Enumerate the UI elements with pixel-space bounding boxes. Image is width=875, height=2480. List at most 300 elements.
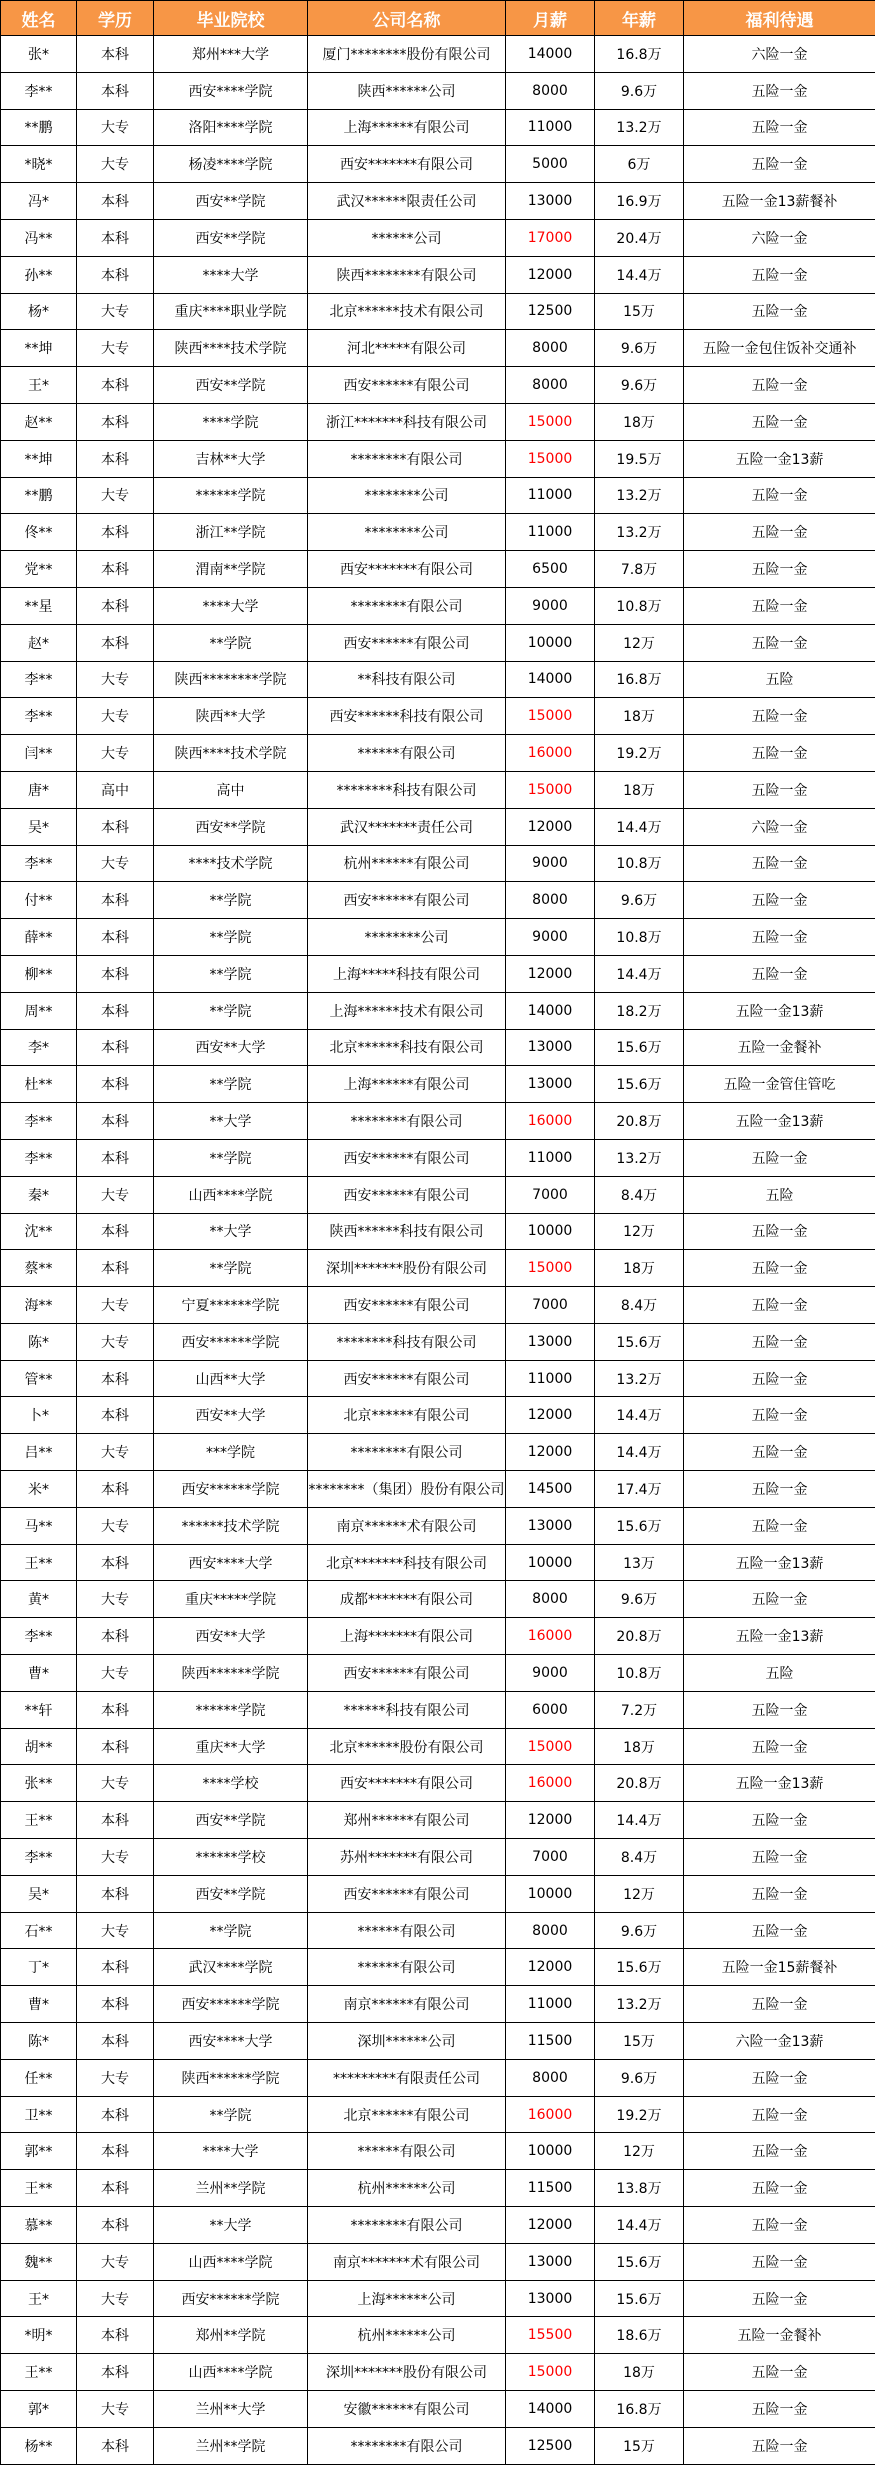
name-cell: 黄* xyxy=(1,1581,77,1618)
annual-salary-cell: 15万 xyxy=(595,2427,684,2464)
table-row xyxy=(1,919,875,956)
annual-salary-cell: 10.8万 xyxy=(595,587,684,624)
name-cell: 李** xyxy=(1,1839,77,1876)
school-cell: 山西****学院 xyxy=(154,2243,308,2280)
table-row xyxy=(1,2391,875,2428)
benefits-cell: 五险一金 xyxy=(684,72,875,109)
school-cell: 宁夏******学院 xyxy=(154,1287,308,1324)
name-cell: 李** xyxy=(1,1139,77,1176)
company-cell: 北京*******科技有限公司 xyxy=(308,1544,506,1581)
benefits-cell: 五险一金13薪 xyxy=(684,1618,875,1655)
annual-salary-cell: 7.8万 xyxy=(595,551,684,588)
monthly-salary-cell: 8000 xyxy=(506,882,595,919)
education-cell: 大专 xyxy=(77,845,154,882)
name-cell: **星 xyxy=(1,587,77,624)
table-row xyxy=(1,882,875,919)
benefits-cell: 五险一金 xyxy=(684,109,875,146)
benefits-cell: 五险一金 xyxy=(684,367,875,404)
table-row xyxy=(1,1287,875,1324)
annual-salary-cell: 19.2万 xyxy=(595,2096,684,2133)
name-cell: 石** xyxy=(1,1912,77,1949)
annual-salary-cell: 13.2万 xyxy=(595,477,684,514)
school-cell: 西安**学院 xyxy=(154,1875,308,1912)
company-cell: 西安*******有限公司 xyxy=(308,1765,506,1802)
table-row xyxy=(1,256,875,293)
annual-salary-cell: 8.4万 xyxy=(595,1287,684,1324)
company-cell: ********公司 xyxy=(308,477,506,514)
benefits-cell: 五险一金13薪 xyxy=(684,1765,875,1802)
company-cell: 西安******有限公司 xyxy=(308,1655,506,1692)
benefits-cell: 五险一金 xyxy=(684,2354,875,2391)
benefits-cell: 五险一金 xyxy=(684,1507,875,1544)
education-cell: 本科 xyxy=(77,514,154,551)
school-cell: 西安******学院 xyxy=(154,1471,308,1508)
table-row xyxy=(1,1839,875,1876)
table-row xyxy=(1,1765,875,1802)
name-cell: 杨** xyxy=(1,2427,77,2464)
benefits-cell: 五险 xyxy=(684,1176,875,1213)
company-cell: 西安******有限公司 xyxy=(308,1360,506,1397)
school-cell: 重庆****职业学院 xyxy=(154,293,308,330)
name-cell: **坤 xyxy=(1,440,77,477)
monthly-salary-cell: 16000 xyxy=(506,1618,595,1655)
benefits-cell: 五险一金 xyxy=(684,735,875,772)
table-row xyxy=(1,2243,875,2280)
monthly-salary-cell: 15000 xyxy=(506,1250,595,1287)
name-cell: 吕** xyxy=(1,1434,77,1471)
name-cell: **坤 xyxy=(1,330,77,367)
company-cell: 武汉******限责任公司 xyxy=(308,183,506,220)
education-cell: 本科 xyxy=(77,2317,154,2354)
table-row xyxy=(1,1802,875,1839)
name-cell: 李** xyxy=(1,845,77,882)
benefits-cell: 五险一金 xyxy=(684,2133,875,2170)
table-row xyxy=(1,2207,875,2244)
benefits-cell: 五险一金 xyxy=(684,514,875,551)
benefits-cell: 五险一金 xyxy=(684,2170,875,2207)
school-cell: 陕西******学院 xyxy=(154,2059,308,2096)
company-cell: 北京******科技有限公司 xyxy=(308,1029,506,1066)
annual-salary-cell: 16.9万 xyxy=(595,183,684,220)
benefits-cell: 五险一金餐补 xyxy=(684,2317,875,2354)
company-cell: ******有限公司 xyxy=(308,735,506,772)
header-monthly-salary: 月薪 xyxy=(506,1,595,36)
annual-salary-cell: 18.2万 xyxy=(595,992,684,1029)
monthly-salary-cell: 15000 xyxy=(506,2354,595,2391)
table-row xyxy=(1,1471,875,1508)
school-cell: **学院 xyxy=(154,1250,308,1287)
monthly-salary-cell: 7000 xyxy=(506,1287,595,1324)
school-cell: 重庆**大学 xyxy=(154,1728,308,1765)
name-cell: 党** xyxy=(1,551,77,588)
education-cell: 本科 xyxy=(77,2354,154,2391)
benefits-cell: 六险一金13薪 xyxy=(684,2023,875,2060)
education-cell: 本科 xyxy=(77,1103,154,1140)
monthly-salary-cell: 16000 xyxy=(506,735,595,772)
table-row xyxy=(1,1176,875,1213)
annual-salary-cell: 9.6万 xyxy=(595,72,684,109)
annual-salary-cell: 9.6万 xyxy=(595,882,684,919)
company-cell: 上海******有限公司 xyxy=(308,109,506,146)
monthly-salary-cell: 7000 xyxy=(506,1176,595,1213)
annual-salary-cell: 14.4万 xyxy=(595,955,684,992)
table-row xyxy=(1,2023,875,2060)
school-cell: 武汉****学院 xyxy=(154,1949,308,1986)
table-row xyxy=(1,698,875,735)
table-row xyxy=(1,955,875,992)
table-row xyxy=(1,477,875,514)
monthly-salary-cell: 12500 xyxy=(506,2427,595,2464)
benefits-cell: 五险一金 xyxy=(684,1875,875,1912)
table-row xyxy=(1,2280,875,2317)
education-cell: 本科 xyxy=(77,551,154,588)
monthly-salary-cell: 14000 xyxy=(506,992,595,1029)
school-cell: **学院 xyxy=(154,882,308,919)
education-cell: 本科 xyxy=(77,624,154,661)
header-education: 学历 xyxy=(77,1,154,36)
company-cell: 陕西******科技有限公司 xyxy=(308,1213,506,1250)
annual-salary-cell: 18万 xyxy=(595,771,684,808)
annual-salary-cell: 15.6万 xyxy=(595,2280,684,2317)
monthly-salary-cell: 10000 xyxy=(506,1875,595,1912)
annual-salary-cell: 16.8万 xyxy=(595,36,684,73)
school-cell: 西安****大学 xyxy=(154,2023,308,2060)
monthly-salary-cell: 8000 xyxy=(506,367,595,404)
name-cell: 李** xyxy=(1,698,77,735)
benefits-cell: 五险一金包住饭补交通补 xyxy=(684,330,875,367)
education-cell: 大专 xyxy=(77,1655,154,1692)
company-cell: ********有限公司 xyxy=(308,1434,506,1471)
school-cell: **学院 xyxy=(154,955,308,992)
education-cell: 本科 xyxy=(77,1875,154,1912)
annual-salary-cell: 15.6万 xyxy=(595,2243,684,2280)
name-cell: 杨* xyxy=(1,293,77,330)
education-cell: 大专 xyxy=(77,1176,154,1213)
name-cell: 曹* xyxy=(1,1986,77,2023)
name-cell: 秦* xyxy=(1,1176,77,1213)
education-cell: 大专 xyxy=(77,1287,154,1324)
annual-salary-cell: 12万 xyxy=(595,624,684,661)
education-cell: 高中 xyxy=(77,771,154,808)
education-cell: 本科 xyxy=(77,1029,154,1066)
annual-salary-cell: 18万 xyxy=(595,403,684,440)
name-cell: 吴* xyxy=(1,1875,77,1912)
company-cell: ********有限公司 xyxy=(308,587,506,624)
education-cell: 本科 xyxy=(77,955,154,992)
annual-salary-cell: 12万 xyxy=(595,2133,684,2170)
benefits-cell: 五险一金餐补 xyxy=(684,1029,875,1066)
annual-salary-cell: 15.6万 xyxy=(595,1029,684,1066)
school-cell: 西安****学院 xyxy=(154,72,308,109)
monthly-salary-cell: 8000 xyxy=(506,72,595,109)
school-cell: 陕西****技术学院 xyxy=(154,735,308,772)
table-row xyxy=(1,735,875,772)
monthly-salary-cell: 6500 xyxy=(506,551,595,588)
table-row xyxy=(1,1029,875,1066)
annual-salary-cell: 20.8万 xyxy=(595,1765,684,1802)
table-row xyxy=(1,514,875,551)
benefits-cell: 六险一金 xyxy=(684,219,875,256)
monthly-salary-cell: 10000 xyxy=(506,1544,595,1581)
school-cell: 重庆*****学院 xyxy=(154,1581,308,1618)
company-cell: ********有限公司 xyxy=(308,2207,506,2244)
education-cell: 本科 xyxy=(77,1066,154,1103)
name-cell: 丁* xyxy=(1,1949,77,1986)
monthly-salary-cell: 10000 xyxy=(506,624,595,661)
table-row xyxy=(1,183,875,220)
name-cell: 佟** xyxy=(1,514,77,551)
education-cell: 大专 xyxy=(77,1507,154,1544)
monthly-salary-cell: 8000 xyxy=(506,1912,595,1949)
monthly-salary-cell: 8000 xyxy=(506,2059,595,2096)
education-cell: 本科 xyxy=(77,2133,154,2170)
benefits-cell: 五险一金 xyxy=(684,882,875,919)
annual-salary-cell: 9.6万 xyxy=(595,2059,684,2096)
school-cell: 西安**大学 xyxy=(154,1618,308,1655)
education-cell: 本科 xyxy=(77,1691,154,1728)
annual-salary-cell: 19.2万 xyxy=(595,735,684,772)
annual-salary-cell: 18.6万 xyxy=(595,2317,684,2354)
table-row xyxy=(1,1507,875,1544)
table-row xyxy=(1,1066,875,1103)
benefits-cell: 五险一金13薪 xyxy=(684,1544,875,1581)
company-cell: 浙江*******科技有限公司 xyxy=(308,403,506,440)
school-cell: 西安**大学 xyxy=(154,1029,308,1066)
education-cell: 大专 xyxy=(77,1839,154,1876)
name-cell: 柳** xyxy=(1,955,77,992)
education-cell: 大专 xyxy=(77,698,154,735)
company-cell: 北京******有限公司 xyxy=(308,1397,506,1434)
education-cell: 本科 xyxy=(77,403,154,440)
name-cell: 王* xyxy=(1,367,77,404)
school-cell: 西安****大学 xyxy=(154,1544,308,1581)
company-cell: 北京******有限公司 xyxy=(308,2096,506,2133)
table-row xyxy=(1,1103,875,1140)
benefits-cell: 五险一金 xyxy=(684,955,875,992)
table-row xyxy=(1,1544,875,1581)
school-cell: 西安**学院 xyxy=(154,367,308,404)
school-cell: 陕西********学院 xyxy=(154,661,308,698)
school-cell: **学院 xyxy=(154,919,308,956)
monthly-salary-cell: 13000 xyxy=(506,183,595,220)
benefits-cell: 五险一金 xyxy=(684,624,875,661)
education-cell: 大专 xyxy=(77,2391,154,2428)
school-cell: 吉林**大学 xyxy=(154,440,308,477)
education-cell: 大专 xyxy=(77,146,154,183)
company-cell: 陕西******公司 xyxy=(308,72,506,109)
company-cell: 上海******有限公司 xyxy=(308,1066,506,1103)
monthly-salary-cell: 15000 xyxy=(506,1728,595,1765)
annual-salary-cell: 13.2万 xyxy=(595,1360,684,1397)
annual-salary-cell: 12万 xyxy=(595,1213,684,1250)
benefits-cell: 五险一金 xyxy=(684,551,875,588)
monthly-salary-cell: 12000 xyxy=(506,1397,595,1434)
company-cell: 深圳******公司 xyxy=(308,2023,506,2060)
name-cell: 李** xyxy=(1,661,77,698)
education-cell: 本科 xyxy=(77,1471,154,1508)
name-cell: 薛** xyxy=(1,919,77,956)
table-row xyxy=(1,1728,875,1765)
name-cell: 管** xyxy=(1,1360,77,1397)
school-cell: ****技术学院 xyxy=(154,845,308,882)
company-cell: 深圳*******股份有限公司 xyxy=(308,2354,506,2391)
monthly-salary-cell: 17000 xyxy=(506,219,595,256)
name-cell: 付** xyxy=(1,882,77,919)
benefits-cell: 五险一金13薪 xyxy=(684,992,875,1029)
company-cell: ********有限公司 xyxy=(308,2427,506,2464)
company-cell: ********科技有限公司 xyxy=(308,771,506,808)
education-cell: 大专 xyxy=(77,661,154,698)
annual-salary-cell: 20.8万 xyxy=(595,1618,684,1655)
monthly-salary-cell: 9000 xyxy=(506,919,595,956)
annual-salary-cell: 16.8万 xyxy=(595,2391,684,2428)
name-cell: *明* xyxy=(1,2317,77,2354)
monthly-salary-cell: 14000 xyxy=(506,36,595,73)
annual-salary-cell: 15.6万 xyxy=(595,1066,684,1103)
table-row xyxy=(1,330,875,367)
school-cell: 陕西****技术学院 xyxy=(154,330,308,367)
benefits-cell: 五险一金13薪 xyxy=(684,1103,875,1140)
monthly-salary-cell: 11500 xyxy=(506,2023,595,2060)
name-cell: 周** xyxy=(1,992,77,1029)
benefits-cell: 五险一金 xyxy=(684,1360,875,1397)
benefits-cell: 五险一金 xyxy=(684,2391,875,2428)
monthly-salary-cell: 13000 xyxy=(506,1029,595,1066)
name-cell: 张** xyxy=(1,1765,77,1802)
name-cell: 胡** xyxy=(1,1728,77,1765)
company-cell: 西安******有限公司 xyxy=(308,1139,506,1176)
company-cell: 陕西********有限公司 xyxy=(308,256,506,293)
annual-salary-cell: 8.4万 xyxy=(595,1176,684,1213)
table-row xyxy=(1,1691,875,1728)
annual-salary-cell: 13.2万 xyxy=(595,514,684,551)
benefits-cell: 五险一金 xyxy=(684,1139,875,1176)
table-row xyxy=(1,109,875,146)
school-cell: 西安**学院 xyxy=(154,219,308,256)
name-cell: 郭** xyxy=(1,2133,77,2170)
monthly-salary-cell: 16000 xyxy=(506,1765,595,1802)
name-cell: 慕** xyxy=(1,2207,77,2244)
education-cell: 本科 xyxy=(77,992,154,1029)
monthly-salary-cell: 7000 xyxy=(506,1839,595,1876)
monthly-salary-cell: 13000 xyxy=(506,1507,595,1544)
company-cell: 上海*******有限公司 xyxy=(308,1618,506,1655)
name-cell: 沈** xyxy=(1,1213,77,1250)
education-cell: 本科 xyxy=(77,256,154,293)
company-cell: **科技有限公司 xyxy=(308,661,506,698)
education-cell: 本科 xyxy=(77,1544,154,1581)
school-cell: ******学校 xyxy=(154,1839,308,1876)
education-cell: 大专 xyxy=(77,1434,154,1471)
education-cell: 本科 xyxy=(77,1618,154,1655)
company-cell: 西安******科技有限公司 xyxy=(308,698,506,735)
annual-salary-cell: 9.6万 xyxy=(595,330,684,367)
education-cell: 大专 xyxy=(77,109,154,146)
table-row xyxy=(1,2354,875,2391)
school-cell: 兰州**学院 xyxy=(154,2427,308,2464)
company-cell: ********有限公司 xyxy=(308,440,506,477)
annual-salary-cell: 14.4万 xyxy=(595,2207,684,2244)
monthly-salary-cell: 14000 xyxy=(506,661,595,698)
benefits-cell: 五险一金 xyxy=(684,403,875,440)
school-cell: ***学院 xyxy=(154,1434,308,1471)
name-cell: 张* xyxy=(1,36,77,73)
benefits-cell: 五险一金 xyxy=(684,2427,875,2464)
name-cell: 唐* xyxy=(1,771,77,808)
school-cell: ****学院 xyxy=(154,403,308,440)
school-cell: 高中 xyxy=(154,771,308,808)
header-school: 毕业院校 xyxy=(154,1,308,36)
annual-salary-cell: 14.4万 xyxy=(595,1802,684,1839)
table-row xyxy=(1,808,875,845)
benefits-cell: 五险一金 xyxy=(684,256,875,293)
annual-salary-cell: 14.4万 xyxy=(595,256,684,293)
table-row xyxy=(1,72,875,109)
education-cell: 大专 xyxy=(77,293,154,330)
education-cell: 本科 xyxy=(77,1397,154,1434)
education-cell: 本科 xyxy=(77,2096,154,2133)
education-cell: 本科 xyxy=(77,1728,154,1765)
name-cell: 赵** xyxy=(1,403,77,440)
monthly-salary-cell: 12000 xyxy=(506,1802,595,1839)
monthly-salary-cell: 5000 xyxy=(506,146,595,183)
school-cell: **大学 xyxy=(154,1103,308,1140)
education-cell: 本科 xyxy=(77,1802,154,1839)
school-cell: 西安******学院 xyxy=(154,2280,308,2317)
education-cell: 本科 xyxy=(77,1949,154,1986)
table-row xyxy=(1,146,875,183)
annual-salary-cell: 8.4万 xyxy=(595,1839,684,1876)
name-cell: 冯* xyxy=(1,183,77,220)
table-row xyxy=(1,2317,875,2354)
table-row xyxy=(1,1618,875,1655)
education-cell: 本科 xyxy=(77,219,154,256)
annual-salary-cell: 10.8万 xyxy=(595,1655,684,1692)
annual-salary-cell: 14.4万 xyxy=(595,808,684,845)
education-cell: 本科 xyxy=(77,808,154,845)
school-cell: 郑州**学院 xyxy=(154,2317,308,2354)
company-cell: 深圳*******股份有限公司 xyxy=(308,1250,506,1287)
school-cell: 西安**学院 xyxy=(154,808,308,845)
name-cell: 陈* xyxy=(1,1323,77,1360)
name-cell: 赵* xyxy=(1,624,77,661)
table-row xyxy=(1,992,875,1029)
monthly-salary-cell: 12000 xyxy=(506,808,595,845)
annual-salary-cell: 18万 xyxy=(595,2354,684,2391)
monthly-salary-cell: 11000 xyxy=(506,109,595,146)
header-company: 公司名称 xyxy=(308,1,506,36)
table-row xyxy=(1,551,875,588)
monthly-salary-cell: 12000 xyxy=(506,1434,595,1471)
monthly-salary-cell: 15000 xyxy=(506,403,595,440)
benefits-cell: 五险一金 xyxy=(684,1986,875,2023)
company-cell: ********公司 xyxy=(308,514,506,551)
monthly-salary-cell: 16000 xyxy=(506,1103,595,1140)
company-cell: 武汉*******责任公司 xyxy=(308,808,506,845)
education-cell: 本科 xyxy=(77,1986,154,2023)
table-row xyxy=(1,403,875,440)
monthly-salary-cell: 11500 xyxy=(506,2170,595,2207)
name-cell: 杜** xyxy=(1,1066,77,1103)
monthly-salary-cell: 11000 xyxy=(506,1360,595,1397)
monthly-salary-cell: 9000 xyxy=(506,1655,595,1692)
name-cell: 魏** xyxy=(1,2243,77,2280)
name-cell: 陈* xyxy=(1,2023,77,2060)
monthly-salary-cell: 11000 xyxy=(506,1986,595,2023)
company-cell: 厦门********股份有限公司 xyxy=(308,36,506,73)
monthly-salary-cell: 16000 xyxy=(506,2096,595,2133)
table-row xyxy=(1,1323,875,1360)
